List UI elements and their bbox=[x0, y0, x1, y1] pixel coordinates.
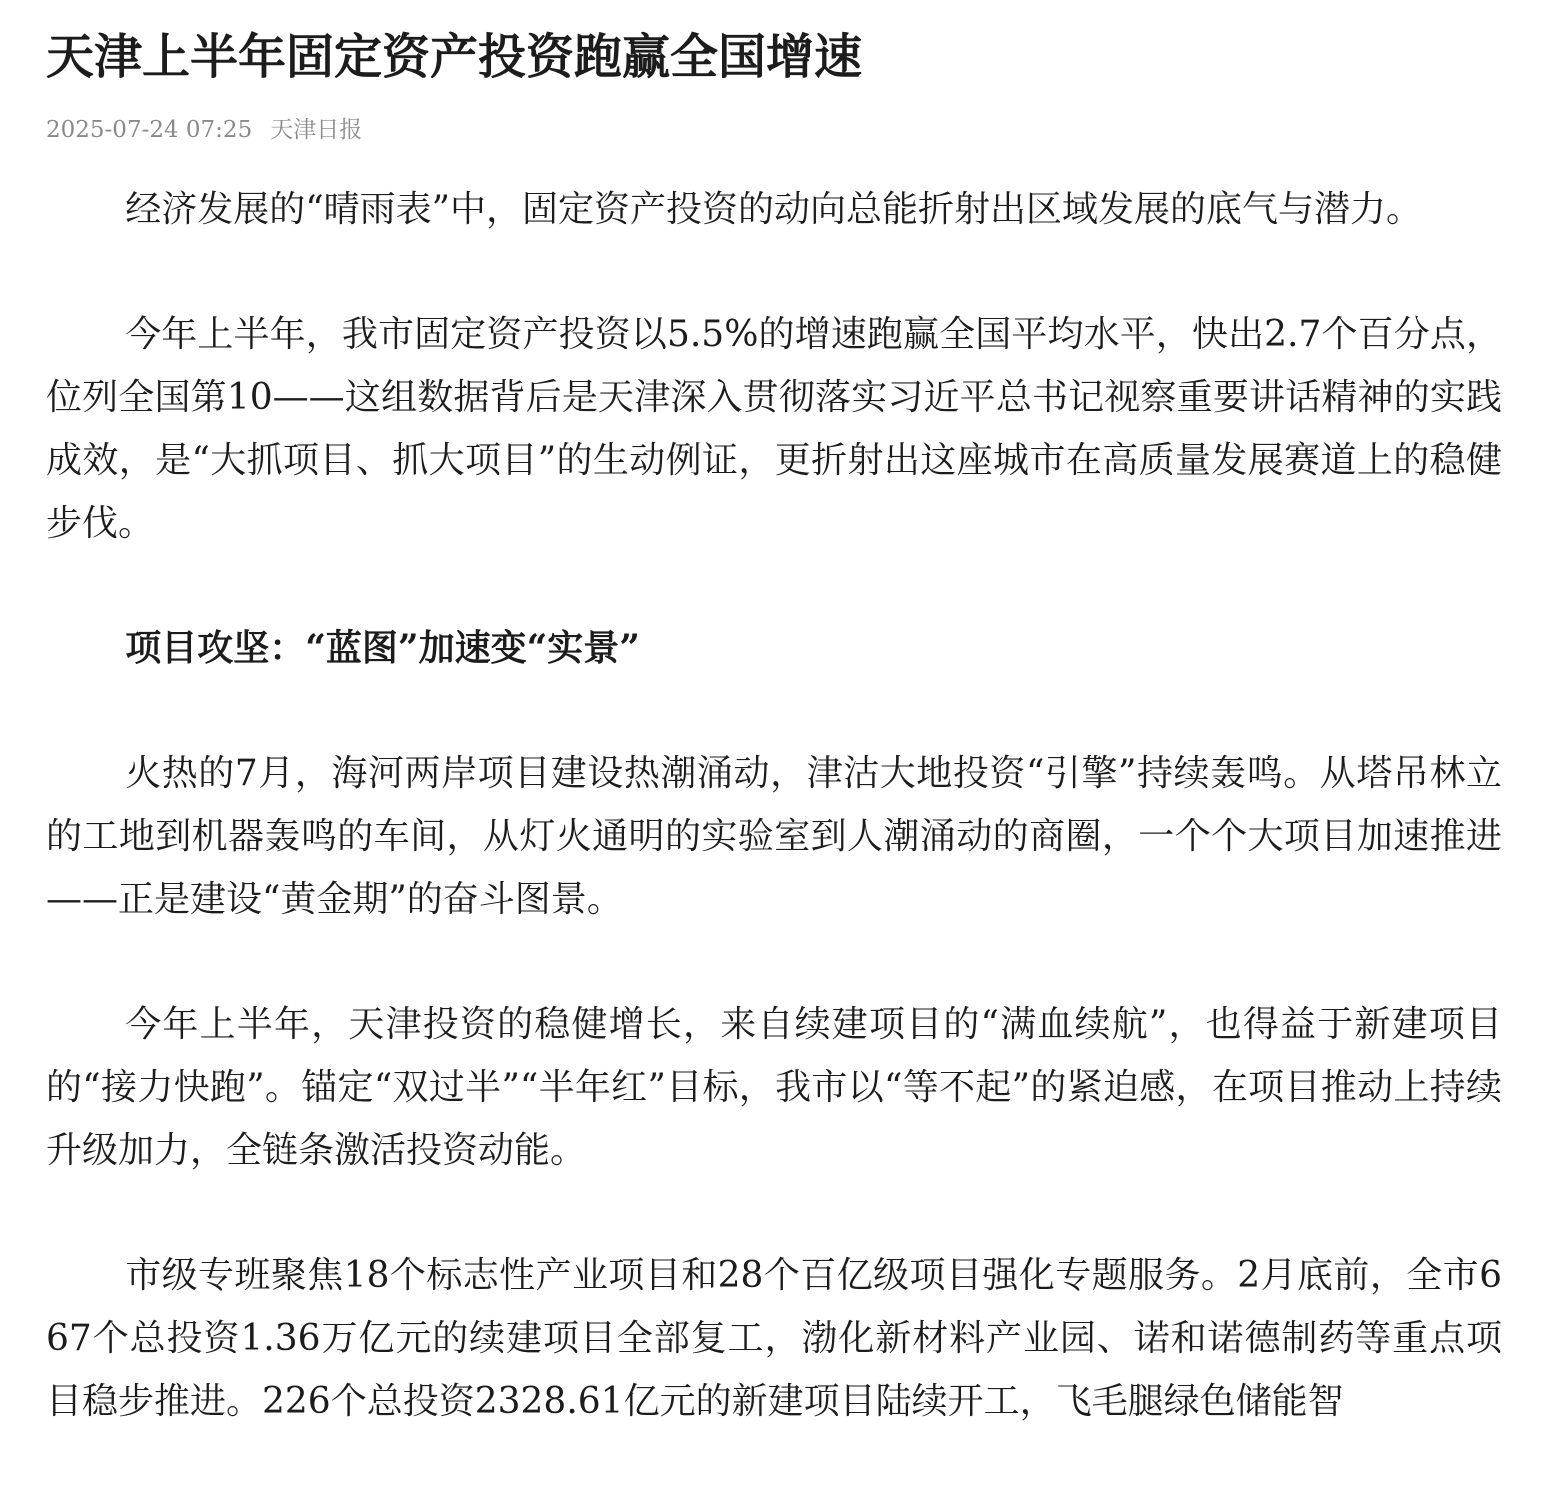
section-heading: 项目攻坚：“蓝图”加速变“实景” bbox=[125, 627, 641, 669]
paragraph: 市级专班聚焦18个标志性产业项目和28个百亿级项目强化专题服务。2月底前，全市667个总投资1.36万亿元的续建项目全部复工，渤化新材料产业园、诺和诺德制药等重点项目稳步推进。226个总投资2328.61亿元的新建项目陆续开工，飞毛腿绿色储能智 bbox=[46, 1255, 1502, 1422]
publish-datetime: 2025-07-24 07:25 bbox=[46, 117, 253, 143]
article-body bbox=[46, 178, 1502, 1433]
paragraph: 火热的7月，海河两岸项目建设热潮涌动，津沽大地投资“引擎”持续轰鸣。从塔吊林立的工地到机器轰鸣的车间，从灯火通明的实验室到人潮涌动的商圈，一个个大项目加速推进——正是建设“黄金期”的奋斗图景。 bbox=[46, 753, 1502, 920]
paragraph: 经济发展的“晴雨表”中，固定资产投资的动向总能折射出区域发展的底气与潜力。 bbox=[125, 189, 1422, 230]
article bbox=[46, 22, 1502, 1495]
article-title: 天津上半年固定资产投资跑赢全国增速 bbox=[46, 29, 863, 85]
paragraph: 今年上半年，天津投资的稳健增长，来自续建项目的“满血续航”，也得益于新建项目的“接力快跑”。锚定“双过半”“半年红”目标，我市以“等不起”的紧迫感，在项目推动上持续升级加力，全链条激活投资动能。 bbox=[46, 1004, 1502, 1171]
article-meta bbox=[46, 116, 1502, 144]
article-source: 天津日报 bbox=[270, 117, 363, 143]
paragraph: 今年上半年，我市固定资产投资以5.5%的增速跑赢全国平均水平，快出2.7个百分点，位列全国第10——这组数据背后是天津深入贯彻落实习近平总书记视察重要讲话精神的实践成效，是“大抓项目、抓大项目”的生动例证，更折射出这座城市在高质量发展赛道上的稳健步伐。 bbox=[46, 314, 1502, 544]
